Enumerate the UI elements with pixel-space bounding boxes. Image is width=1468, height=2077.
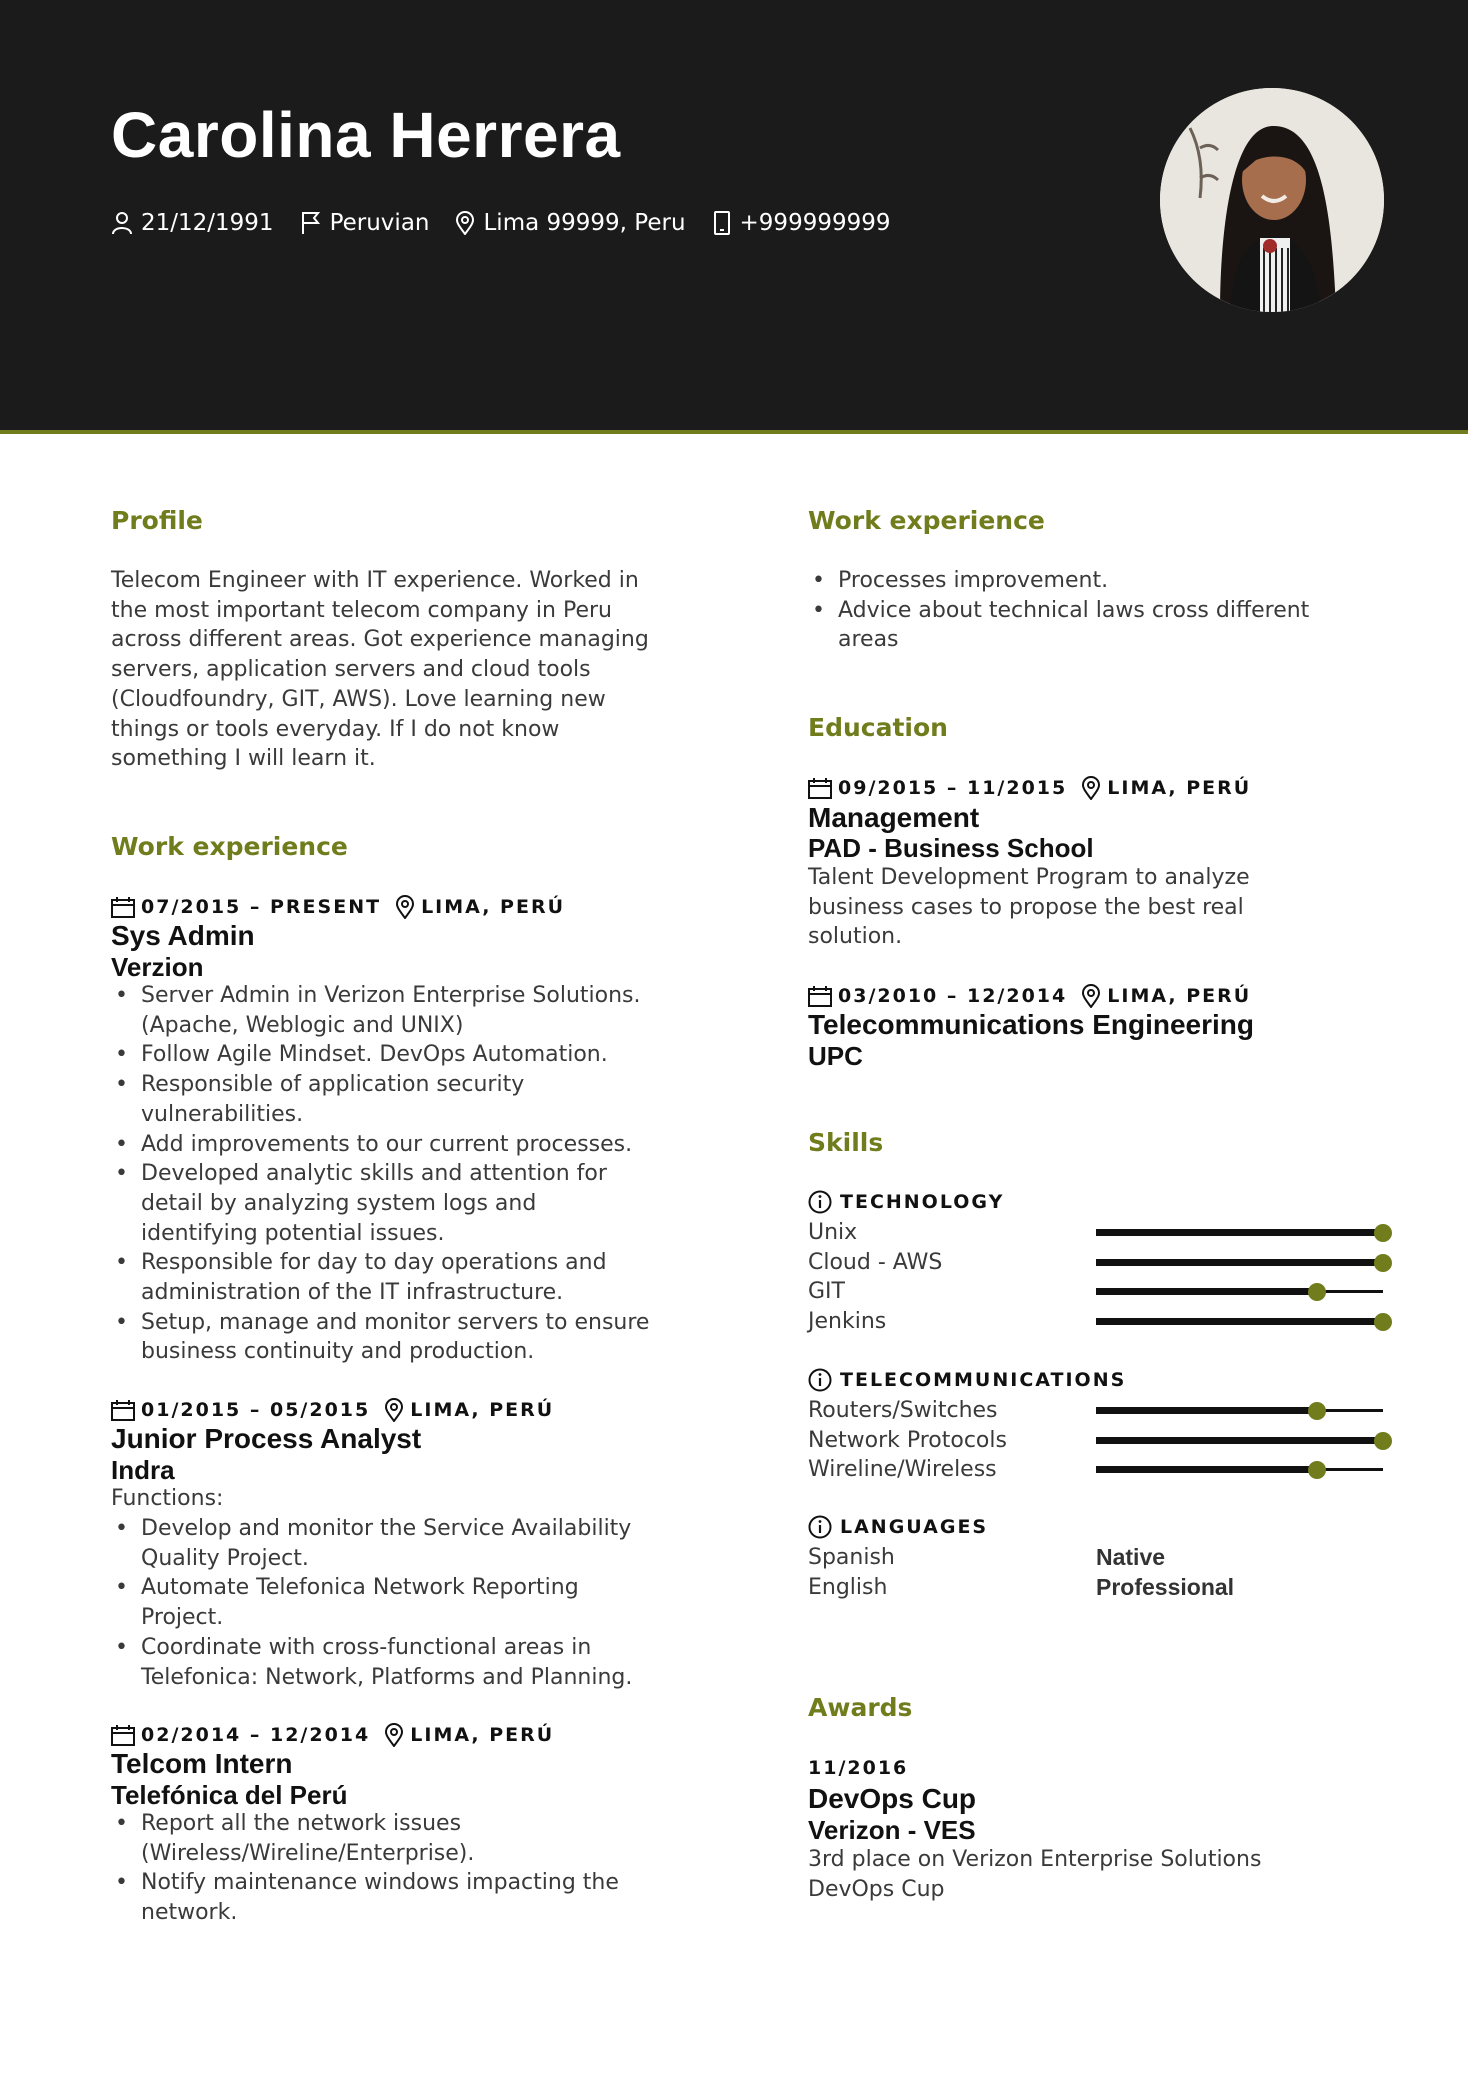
skill-name: Routers/Switches [808, 1398, 998, 1423]
job-meta [111, 1397, 554, 1423]
skills-section-title: Skills [808, 1128, 884, 1157]
profile-line: the most important telecom company in Peru [111, 597, 612, 623]
language-name: Spanish [808, 1545, 895, 1570]
location-pin-icon [1081, 776, 1101, 800]
language-row [808, 1573, 1384, 1603]
skill-level-bar [1096, 1409, 1383, 1412]
skill-level-knob [1374, 1254, 1392, 1272]
skill-level-knob [1308, 1283, 1326, 1301]
job-dates: 07/2015 – PRESENT [141, 896, 382, 918]
skill-name: Network Protocols [808, 1428, 1007, 1453]
skill-level-knob [1308, 1461, 1326, 1479]
language-level: Professional [1096, 1574, 1235, 1600]
skill-level-bar [1096, 1468, 1383, 1471]
job-location [395, 895, 565, 919]
list-item: • Coordinate with cross-functional areas in Telefonica: Network, Platforms and Planning. [111, 1633, 632, 1692]
skill-row [808, 1277, 1384, 1307]
location-pin-icon [384, 1723, 404, 1747]
education-school: UPC [808, 1041, 863, 1071]
skill-level-fill [1096, 1407, 1317, 1414]
header-divider [0, 430, 1468, 434]
job-meta [111, 894, 565, 920]
award-name: DevOps Cup [808, 1783, 977, 1814]
profile-line: across different areas. Got experience managing [111, 627, 649, 653]
profile-line: Telecom Engineer with IT experience. Worked in [111, 568, 639, 593]
job-bullets [111, 981, 649, 1367]
location-pin-icon [384, 1398, 404, 1422]
info-icon [808, 1515, 832, 1539]
job-title: Sys Admin [111, 920, 255, 951]
work-section-title: Work experience [111, 832, 348, 861]
job-bullets [111, 1514, 632, 1692]
person-icon [111, 211, 133, 235]
skill-level-bar [1096, 1439, 1383, 1442]
skill-level-bar [1096, 1320, 1383, 1323]
education-location [1081, 776, 1251, 800]
list-item: • Develop and monitor the Service Availability Quality Project. [111, 1514, 632, 1573]
skill-level-fill [1096, 1437, 1383, 1444]
list-item: • Advice about technical laws cross different areas [808, 596, 1309, 655]
location-pin-icon [395, 895, 415, 919]
profile-section-title: Profile [111, 506, 203, 535]
nationality [300, 210, 430, 236]
skill-row [808, 1307, 1384, 1337]
education-dates: 03/2010 – 12/2014 [838, 985, 1068, 1007]
phone-text: +999999999 [739, 210, 891, 236]
skill-level-knob [1374, 1313, 1392, 1331]
info-icon [808, 1190, 832, 1214]
skill-level-fill [1096, 1318, 1383, 1325]
education-degree: Management [808, 802, 980, 833]
job-dates: 01/2015 – 05/2015 [141, 1399, 371, 1421]
address [455, 210, 685, 236]
job-title: Junior Process Analyst [111, 1423, 422, 1454]
job-location [384, 1723, 554, 1747]
education-location-text: LIMA, PERÚ [1107, 777, 1252, 799]
education-location [1081, 984, 1251, 1008]
skill-level-bar [1096, 1231, 1383, 1234]
job-meta [111, 1722, 554, 1748]
education-location-text: LIMA, PERÚ [1107, 985, 1252, 1007]
award-date: 11/2016 [808, 1757, 909, 1779]
profile-photo [1160, 88, 1384, 312]
flag-icon [300, 211, 322, 235]
skill-name: Jenkins [808, 1309, 887, 1334]
location-pin-icon [455, 211, 475, 235]
list-item: • Report all the network issues (Wireless/Wireline/Enterprise). [111, 1809, 619, 1868]
location-pin-icon [1081, 984, 1101, 1008]
skill-category-label: TELECOMMUNICATIONS [840, 1369, 1127, 1391]
skill-category-telecommunications [808, 1368, 1126, 1392]
skill-level-fill [1096, 1466, 1317, 1473]
skill-row [808, 1218, 1384, 1248]
skill-level-fill [1096, 1259, 1383, 1266]
job-location-text: LIMA, PERÚ [421, 896, 565, 918]
skill-category-label: TECHNOLOGY [840, 1191, 1005, 1213]
education-dates: 09/2015 – 11/2015 [838, 777, 1068, 799]
work-continued-section-title: Work experience [808, 506, 1045, 535]
phone-icon [712, 210, 732, 236]
job-company: Indra [111, 1455, 175, 1485]
skill-level-knob [1374, 1224, 1392, 1242]
skill-name: GIT [808, 1279, 845, 1304]
skill-level-knob [1308, 1402, 1326, 1420]
calendar-icon [808, 777, 832, 799]
education-section-title: Education [808, 713, 948, 742]
list-item: • Setup, manage and monitor servers to ensure business continuity and production. [111, 1308, 649, 1367]
job-location-text: LIMA, PERÚ [410, 1724, 555, 1746]
list-item: • Automate Telefonica Network Reporting Project. [111, 1573, 632, 1632]
skill-level-fill [1096, 1229, 1383, 1236]
job-company: Telefónica del Perú [111, 1780, 348, 1810]
address-text: Lima 99999, Peru [483, 210, 686, 236]
list-item: • Server Admin in Verizon Enterprise Solutions. (Apache, Weblogic and UNIX) [111, 981, 649, 1040]
award-description: 3rd place on Verizon Enterprise Solutions DevOps Cup [808, 1847, 1262, 1902]
job-dates: 02/2014 – 12/2014 [141, 1724, 371, 1746]
phone [712, 210, 891, 236]
skill-category-languages [808, 1515, 988, 1539]
job-company: Verzion [111, 952, 204, 982]
skill-level-bar [1096, 1261, 1383, 1264]
nationality-text: Peruvian [329, 210, 430, 236]
job-location [384, 1398, 554, 1422]
list-item: • Add improvements to our current processes. [111, 1130, 649, 1160]
calendar-icon [808, 985, 832, 1007]
calendar-icon [111, 1399, 135, 1421]
skill-level-knob [1374, 1432, 1392, 1450]
profile-line: (Cloudfoundry, GIT, AWS). Love learning new [111, 686, 606, 712]
job-title: Telcom Intern [111, 1748, 293, 1779]
education-degree: Telecommunications Engineering [808, 1009, 1255, 1040]
profile-line: things or tools everyday. If I do not know [111, 716, 560, 742]
skill-row [808, 1455, 1384, 1485]
skill-level-fill [1096, 1288, 1317, 1295]
skill-category-label: LANGUAGES [840, 1516, 989, 1538]
skill-row [808, 1396, 1384, 1426]
candidate-name: Carolina Herrera [111, 99, 621, 171]
language-row [808, 1543, 1384, 1573]
contact-line [111, 210, 917, 236]
skill-name: Cloud - AWS [808, 1250, 943, 1275]
info-icon [808, 1368, 832, 1392]
profile-line: something I will learn it. [111, 746, 376, 772]
language-name: English [808, 1575, 888, 1600]
education-meta [808, 775, 1251, 801]
education-description: Talent Development Program to analyze business cases to propose the best real solution. [808, 865, 1250, 950]
birthdate-text: 21/12/1991 [141, 210, 274, 236]
skill-category-technology [808, 1190, 1004, 1214]
list-item: • Responsible of application security vulnerabilities. [111, 1070, 649, 1129]
profile-line: servers, application servers and cloud tools [111, 657, 591, 683]
header-banner [0, 0, 1468, 430]
award-organization: Verizon - VES [808, 1815, 976, 1845]
list-item: • Processes improvement. [808, 566, 1309, 596]
list-item: • Responsible for day to day operations and administration of the IT infrastructure. [111, 1248, 649, 1307]
awards-section-title: Awards [808, 1693, 913, 1722]
list-item: • Follow Agile Mindset. DevOps Automation. [111, 1040, 649, 1070]
skill-row [808, 1248, 1384, 1278]
language-level: Native [1096, 1544, 1166, 1570]
job-location-text: LIMA, PERÚ [410, 1399, 555, 1421]
calendar-icon [111, 1724, 135, 1746]
profile-summary [111, 566, 649, 774]
calendar-icon [111, 896, 135, 918]
work-continued-bullets [808, 566, 1309, 655]
birthdate [111, 210, 274, 236]
skill-name: Unix [808, 1220, 858, 1245]
skill-row [808, 1426, 1384, 1456]
education-school: PAD - Business School [808, 833, 1094, 863]
job-intro: Functions: [111, 1486, 224, 1511]
skill-level-bar [1096, 1290, 1383, 1293]
education-meta [808, 983, 1251, 1009]
list-item: • Developed analytic skills and attention for detail by analyzing system logs and identifying potential issues. [111, 1159, 649, 1248]
list-item: • Notify maintenance windows impacting the network. [111, 1868, 619, 1927]
job-bullets [111, 1809, 619, 1928]
skill-name: Wireline/Wireless [808, 1457, 997, 1482]
